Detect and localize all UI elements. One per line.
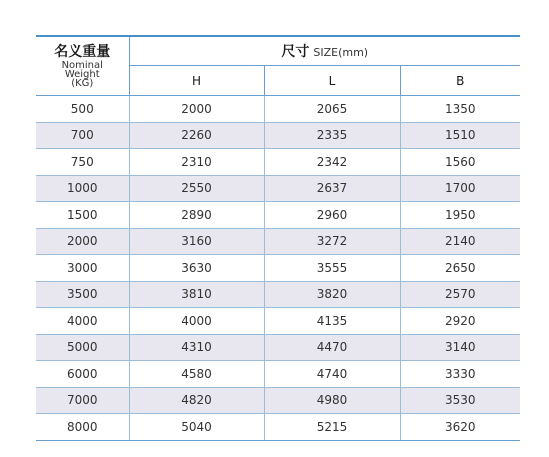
b-cell: 1510: [400, 122, 520, 149]
l-cell: 2960: [264, 202, 400, 229]
table-row: [36, 308, 520, 335]
b-cell: 3530: [400, 387, 520, 414]
l-cell: 2637: [264, 175, 400, 202]
table-row: [36, 175, 520, 202]
weight-cell: 3500: [36, 281, 129, 308]
b-cell: 3620: [400, 414, 520, 441]
weight-header-en-3: (KG): [71, 77, 94, 89]
b-cell: 1350: [400, 96, 520, 123]
h-cell: 4820: [129, 387, 264, 414]
table-row: [36, 149, 520, 176]
h-cell: 4310: [129, 334, 264, 361]
l-cell: 3555: [264, 255, 400, 282]
table-row: [36, 96, 520, 123]
h-cell: 2890: [129, 202, 264, 229]
size-header: [129, 36, 520, 66]
size-header-zh: 尺寸: [281, 44, 310, 60]
weight-cell: 3000: [36, 255, 129, 282]
b-cell: 2140: [400, 228, 520, 255]
l-cell: 5215: [264, 414, 400, 441]
table-header-row: [36, 36, 520, 66]
table-row: [36, 228, 520, 255]
l-cell: 4980: [264, 387, 400, 414]
weight-header: [36, 36, 129, 96]
column-header-l: L: [264, 66, 400, 96]
dimension-table: [36, 35, 520, 441]
table-row: [36, 122, 520, 149]
b-cell: 3140: [400, 334, 520, 361]
h-cell: 4580: [129, 361, 264, 388]
l-cell: 3272: [264, 228, 400, 255]
table-row: [36, 281, 520, 308]
table-row: [36, 334, 520, 361]
b-cell: 2570: [400, 281, 520, 308]
weight-cell: 2000: [36, 228, 129, 255]
size-header-en: SIZE(mm): [313, 46, 369, 59]
weight-cell: 4000: [36, 308, 129, 335]
l-cell: 2335: [264, 122, 400, 149]
weight-cell: 6000: [36, 361, 129, 388]
weight-header-en-1: Nominal: [61, 59, 103, 71]
b-cell: 3330: [400, 361, 520, 388]
h-cell: 3160: [129, 228, 264, 255]
l-cell: 3820: [264, 281, 400, 308]
l-cell: 4135: [264, 308, 400, 335]
column-header-b: B: [400, 66, 520, 96]
table-row: [36, 202, 520, 229]
weight-cell: 1000: [36, 175, 129, 202]
l-cell: 2342: [264, 149, 400, 176]
b-cell: 1950: [400, 202, 520, 229]
b-cell: 2920: [400, 308, 520, 335]
l-cell: 2065: [264, 96, 400, 123]
h-cell: 2550: [129, 175, 264, 202]
l-cell: 4470: [264, 334, 400, 361]
b-cell: 1700: [400, 175, 520, 202]
b-cell: 2650: [400, 255, 520, 282]
h-cell: 4000: [129, 308, 264, 335]
h-cell: 5040: [129, 414, 264, 441]
table-row: [36, 255, 520, 282]
weight-cell: 1500: [36, 202, 129, 229]
weight-cell: 500: [36, 96, 129, 123]
h-cell: 3810: [129, 281, 264, 308]
weight-header-zh: 名义重量: [54, 43, 111, 60]
l-cell: 4740: [264, 361, 400, 388]
weight-cell: 5000: [36, 334, 129, 361]
table-row: [36, 414, 520, 441]
column-header-h: H: [129, 66, 264, 96]
weight-cell: 700: [36, 122, 129, 149]
b-cell: 1560: [400, 149, 520, 176]
weight-cell: 7000: [36, 387, 129, 414]
h-cell: 3630: [129, 255, 264, 282]
weight-header-en-2: Weight: [64, 68, 100, 80]
h-cell: 2260: [129, 122, 264, 149]
h-cell: 2310: [129, 149, 264, 176]
table-row: [36, 361, 520, 388]
weight-cell: 8000: [36, 414, 129, 441]
table-row: [36, 387, 520, 414]
h-cell: 2000: [129, 96, 264, 123]
weight-cell: 750: [36, 149, 129, 176]
table-body: [36, 96, 520, 441]
